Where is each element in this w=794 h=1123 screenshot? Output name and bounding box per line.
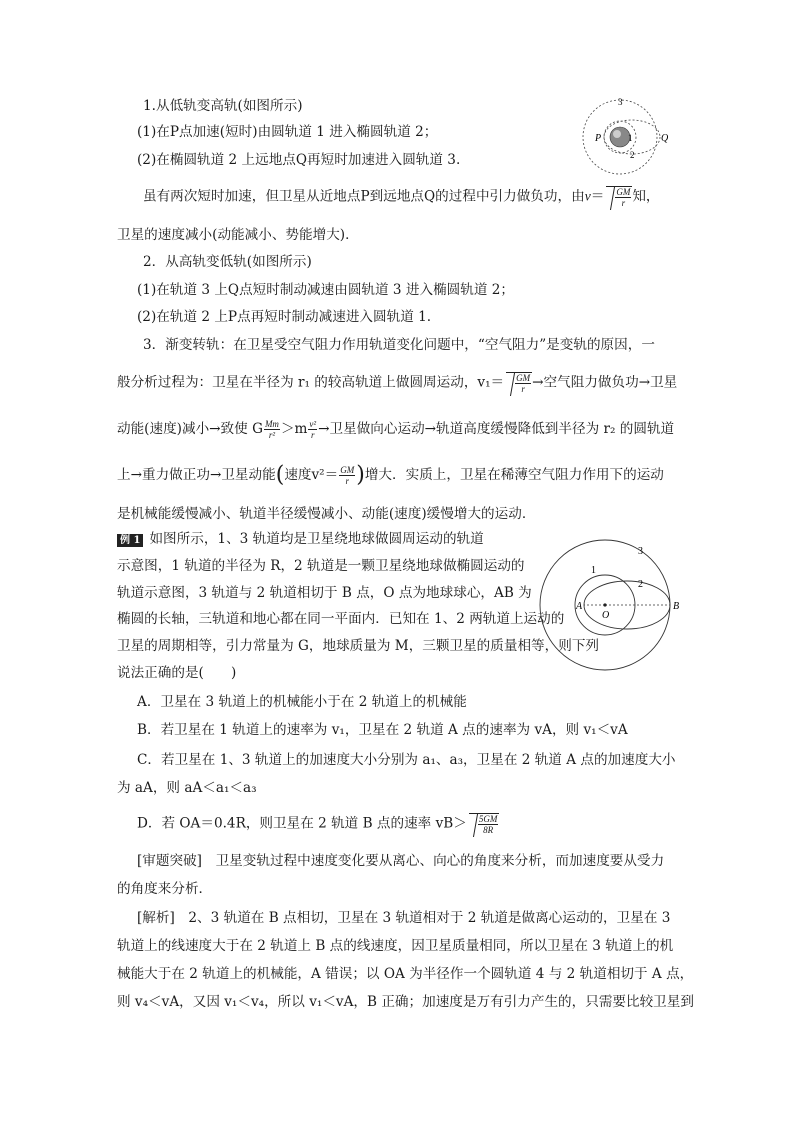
option-B: B．若卫星在 1 轨道上的速率为 v₁，卫星在 2 轨道 A 点的速率为 vA，则 v₁＜vA bbox=[137, 722, 628, 738]
analysis-line1: [解析] 2、3 轨道在 B 点相切，卫星在 3 轨道相对于 2 轨道是做离心运动的，卫星在 3 bbox=[137, 910, 671, 926]
option-D: D．若 OA＝0.4R，则卫星在 2 轨道 B 点的速率 vB＞ $\frac{5GM}{8R}$ bbox=[137, 814, 498, 835]
example-tag: 例 1 bbox=[117, 534, 143, 547]
example-line1: 例 1 如图所示，1、3 轨道均是卫星绕地球做圆周运动的轨道 bbox=[117, 530, 484, 548]
section3-line1: 3．渐变转轨：在卫星受空气阻力作用轨道变化问题中，“空气阻力”是变轨的原因，一 bbox=[143, 337, 655, 353]
option-A: A．卫星在 3 轨道上的机械能小于在 2 轨道上的机械能 bbox=[137, 694, 467, 710]
para-text-b: 知， bbox=[632, 188, 660, 205]
section1-para-line2: 卫星的速度减小(动能减小、势能增大)． bbox=[117, 227, 359, 243]
option-C-line2: 为 aA，则 aA＜a₁＜a₃ bbox=[117, 780, 257, 796]
analysis-line2: 轨道上的线速度大于在 2 轨道上 B 点的线速度，因卫星质量相同，所以卫星在 3 轨道上的机 bbox=[117, 938, 674, 954]
fig2-label-A: A bbox=[576, 601, 583, 612]
fig1-label-3: 3 bbox=[618, 97, 623, 107]
section3-line3: 动能(速度)减小→致使 G $\frac{Mm}{\text{r²}}$ ＞m $\frac{\text{v²}}{r}$ →卫星做向心运动→轨道高度缓慢降低到半径为 r₂ 的圆轨道 bbox=[117, 419, 675, 440]
fig2-label-1: 1 bbox=[591, 565, 596, 576]
section3-line4: 上→重力做正功→卫星动能(速度v²＝ $\frac{GM}{r}$ )增大．实质上，卫星在稀薄空气阻力作用下的运动 bbox=[117, 462, 664, 488]
section3-line5: 是机械能缓慢减小、轨道半径缓慢减小、动能(速度)缓慢增大的运动． bbox=[117, 506, 536, 522]
section2-item1: (1)在轨道 3 上Q点短时制动减速由圆轨道 3 进入椭圆轨道 2； bbox=[137, 282, 515, 298]
fig2-label-O: O bbox=[602, 610, 610, 621]
earth-center bbox=[603, 603, 606, 606]
fig1-label-2: 2 bbox=[630, 150, 635, 160]
orbit-figure-1 bbox=[580, 92, 670, 182]
earth bbox=[610, 127, 630, 147]
hint-line2: 的角度来分析． bbox=[117, 881, 213, 897]
section2-title: 2．从高轨变低轨(如图所示) bbox=[143, 254, 312, 270]
example-line3: 轨道示意图，3 轨道与 2 轨道相切于 B 点，O 点为地球球心，AB 为 bbox=[117, 585, 532, 601]
orbit-figure-2 bbox=[538, 538, 688, 688]
para-text-a: 虽有两次短时加速，但卫星从近地点P到远地点Q的过程中引力做负功，由 bbox=[143, 188, 585, 205]
example-line4: 椭圆的长轴，三轨道和地心都在同一平面内．已知在 1、2 两轨道上运动的 bbox=[117, 611, 565, 627]
section2-item2: (2)在轨道 2 上P点再短时制动减速进入圆轨道 1. bbox=[137, 309, 432, 325]
section1-para-line: 虽有两次短时加速，但卫星从近地点P到远地点Q的过程中引力做负功，由v＝ $\frac{GM}{r}$ 知， bbox=[143, 187, 660, 208]
fig2-label-B: B bbox=[673, 601, 680, 612]
hint-line1: [审题突破] 卫星变轨过程中速度变化要从离心、向心的角度来分析，而加速度要从受力 bbox=[137, 853, 665, 869]
section1-item1: (1)在P点加速(短时)由圆轨道 1 进入椭圆轨道 2； bbox=[137, 124, 438, 140]
fig1-label-Q: Q bbox=[661, 133, 669, 144]
analysis-line4: 则 v₄＜vA，又因 v₁＜v₄，所以 v₁＜vA，B 正确；加速度是万有引力产生的，只需要比较卫星到 bbox=[117, 994, 694, 1010]
analysis-line3: 械能大于在 2 轨道上的机械能，A 错误；以 OA 为半径作一个圆轨道 4 与 2 轨道相切于 A 点， bbox=[117, 966, 694, 982]
fig2-label-3: 3 bbox=[638, 546, 643, 557]
example-line5: 卫星的周期相等，引力常量为 G，地球质量为 M，三颗卫星的质量相等，则下列 bbox=[117, 638, 600, 654]
example-line6: 说法正确的是( ) bbox=[117, 665, 237, 681]
section1-title: 1.从低轨变高轨(如图所示) bbox=[143, 98, 303, 114]
fig1-label-1: 1 bbox=[628, 133, 633, 143]
section3-line2: 般分析过程为：卫星在半径为 r₁ 的较高轨道上做圆周运动，v₁＝ $\frac{GM}{r}$ →空气阻力做负功→卫星 bbox=[117, 373, 678, 394]
sqrt-gm-r: $\frac{GM}{r}$ bbox=[606, 186, 632, 208]
section1-item2: (2)在椭圆轨道 2 上远地点Q再短时加速进入圆轨道 3. bbox=[137, 152, 461, 168]
option-C-line1: C．若卫星在 1、3 轨道上的加速度大小分别为 a₁、a₃，卫星在 2 轨道 A 点的加速度大小 bbox=[137, 752, 676, 768]
example-line2: 示意图，1 轨道的半径为 R，2 轨道是一颗卫星绕地球做椭圆运动的 bbox=[117, 558, 525, 574]
fig1-label-P: P bbox=[595, 133, 602, 144]
fig2-label-2: 2 bbox=[638, 579, 643, 590]
